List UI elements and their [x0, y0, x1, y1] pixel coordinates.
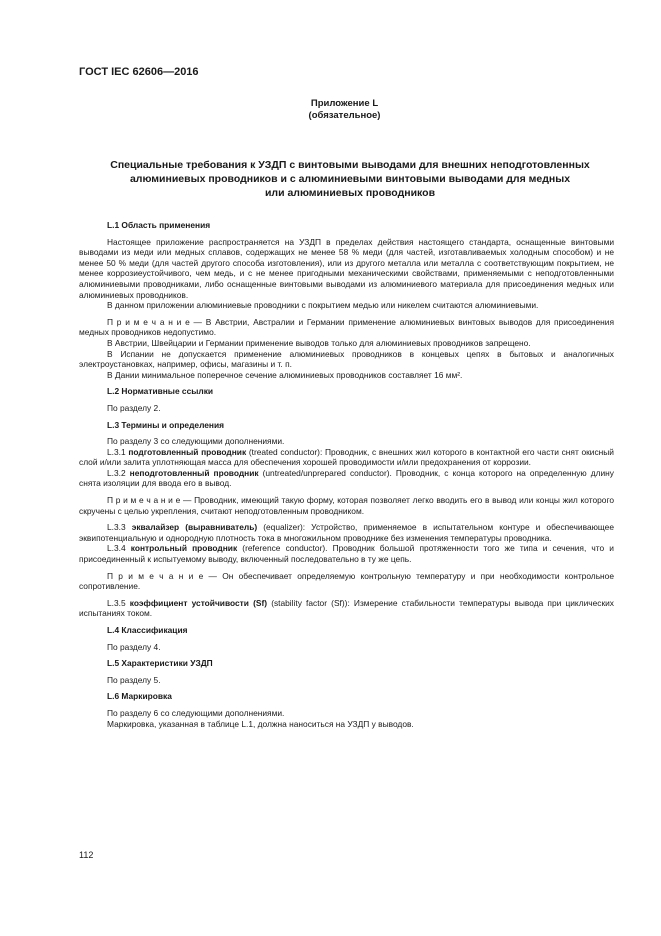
section-heading: L.5 Характеристики УЗДП: [107, 658, 213, 669]
definition-text: (equalizer): Устройство, применяемое в испытательном контуре и обеспечивающее эквипотенциальную и однородную плотность тока в многожильном проводнике без изменения температуры проводника.: [79, 522, 614, 543]
note: [79, 495, 614, 516]
paragraph: В данном приложении алюминиевые проводники с покрытием медью или никелем считаются алюминиевыми.: [107, 300, 539, 311]
title-line: алюминиевых проводников и с алюминиевыми винтовыми выводами для медных: [129, 173, 571, 185]
annex-status: (обязательное): [308, 110, 381, 121]
paragraph: По разделу 5.: [107, 674, 161, 685]
note-label: П р и м е ч а н и е: [107, 316, 190, 327]
section-heading: L.6 Маркировка: [107, 691, 172, 702]
definition-number: L.3.5: [107, 597, 130, 608]
note-text: — Проводник, имеющий такую форму, которая позволяет легко вводить его в вывод или концы жил которого скручены с целью укрепления, считают неподготовленным проводником.: [79, 495, 614, 516]
definition-number: L.3.1: [107, 446, 129, 457]
annex-title: Приложение L: [310, 98, 379, 109]
definition-number: L.3.4: [107, 543, 131, 554]
definition-term: неподготовленный проводник: [129, 467, 259, 478]
note-text: — Он обеспечивает определяемую контрольную температуру и при необходимости контрольное сопротивление.: [79, 570, 614, 592]
document-body: [79, 214, 614, 729]
definition: [79, 543, 614, 564]
definition-number: L.3.2: [107, 467, 130, 478]
definition-text: (treated conductor): Проводник, с внешних жил которого в контактной его части снят окисный слой и/или залита уплотняющая масса для обеспечения хорошей проводимости и/или предохранения от коррозии.: [79, 446, 614, 468]
definition: [79, 598, 614, 619]
definition: [79, 447, 614, 468]
note-text: В Испании не допускается применение алюминиевых проводников в концевых цепях в бытовых и аналогичных электроустановках, например, офисы, магазины и т. п.: [79, 348, 614, 370]
title-line: или алюминиевых проводников: [264, 187, 436, 199]
definition-text: (untreated/unprepared conductor). Проводник, с конца которого на определенную длину снята изоляции для ввода его в вывод.: [79, 467, 614, 489]
definition: [79, 468, 614, 489]
note-label: П р и м е ч а н и е: [107, 495, 181, 506]
definition-term: коэффициент устойчивости (Sf): [129, 597, 268, 608]
annex-heading: [0, 98, 661, 122]
definition: [79, 522, 614, 543]
definition-number: L.3.3: [107, 522, 132, 533]
paragraph: По разделу 4.: [107, 641, 161, 652]
section-heading: L.3 Термины и определения: [107, 419, 225, 430]
page-number: 112: [79, 850, 94, 860]
paragraph: Маркировка, указанная в таблице L.1, должна наноситься на УЗДП у выводов.: [107, 718, 414, 729]
paragraph: По разделу 2.: [107, 402, 161, 413]
definition-term: подготовленный проводник: [128, 446, 247, 457]
section-heading: L.1 Область применения: [107, 220, 211, 230]
definition-text: (stability factor (Sf)): Измерение стабильности температуры вывода при циклических испытаниях током.: [79, 597, 614, 619]
section-heading: L.4 Классификация: [107, 625, 188, 635]
annex-main-title: [80, 158, 620, 200]
title-line: Специальные требования к УЗДП с винтовыми выводами для внешних неподготовленных: [110, 159, 590, 171]
definition-term: эквалайзер (выравниватель): [131, 522, 258, 533]
paragraph: По разделу 6 со следующими дополнениями.: [107, 707, 285, 718]
note: [79, 571, 614, 592]
note-text: В Дании минимальное поперечное сечение алюминиевых проводников составляет 16 мм².: [107, 369, 463, 380]
definition-text: (reference conductor). Проводник большой протяженности того же типа и сечения, что и присоединенный к испытуемому выводу, включенный последовательно в ту же цепь.: [79, 543, 614, 565]
note-text: — В Австрии, Австралии и Германии применение алюминиевых винтовых выводов для присоединения медных проводников недопустимо.: [79, 316, 614, 338]
note-text: В Австрии, Швейцарии и Германии применение выводов только для алюминиевых проводников запрещено.: [107, 337, 531, 348]
section-heading: L.2 Нормативные ссылки: [107, 386, 214, 397]
paragraph: По разделу 3 со следующими дополнениями.: [107, 436, 285, 447]
paragraph: Настоящее приложение распространяется на УЗДП в пределах действия настоящего стандарта, оснащенные винтовыми выводами из меди или медных сплавов, содержащих не менее 58 % меди (для частей, изготавливаемых холодным способом) и не менее 50 % меди (для частей другого способа изготовления), или из другого металла или металла с соответствующим покрытием, не менее коррозиеустойчивого, чем медь, и с не менее пригодными механическими свойствами, применяемыми с неподготовленными алюминиевыми проводниками, либо оснащенные винтовыми выводами из алюминиевого материала для присоединения медных или алюминиевых проводников.: [79, 236, 614, 300]
document-header: ГОСТ IEC 62606—2016: [79, 66, 199, 78]
definition-term: контрольный проводник: [130, 543, 238, 554]
note-label: П р и м е ч а н и е: [107, 570, 204, 581]
note: [79, 317, 614, 338]
